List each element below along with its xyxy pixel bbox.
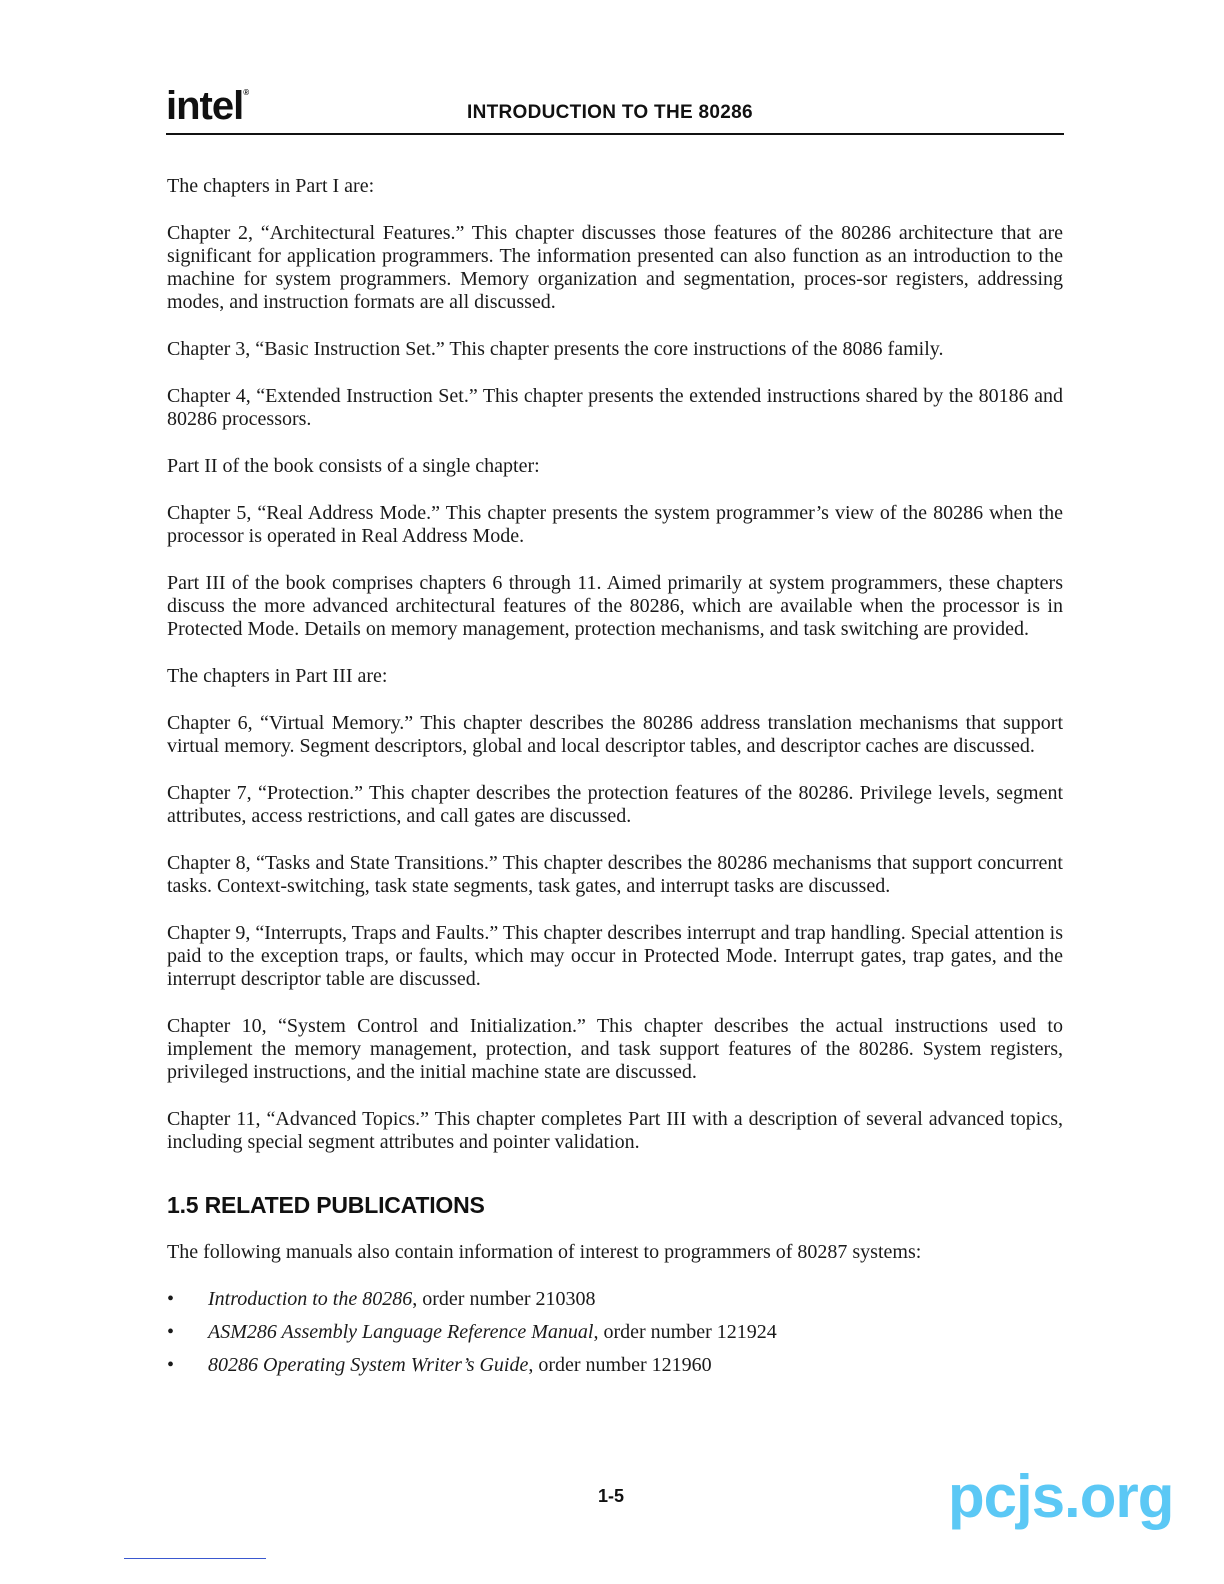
paragraph: Part II of the book consists of a single chapter: <box>167 455 540 477</box>
bullet-icon: • <box>167 1288 175 1310</box>
paragraph: Chapter 9, “Interrupts, Traps and Faults.” This chapter describes interrupt and trap handling. Special attention is paid to the exception traps, or faults, which may occur in Protected Mode. Interrupt gates, trap gates, and the interrupt descriptor table are discussed. <box>167 922 1063 990</box>
bottom-link-line <box>124 1558 266 1559</box>
section-heading: 1.5 RELATED PUBLICATIONS <box>167 1192 485 1218</box>
paragraph: Chapter 6, “Virtual Memory.” This chapter describes the 80286 address translation mechanisms that support virtual memory. Segment descriptors, global and local descriptor tables, and descriptor caches are discussed. <box>167 712 1063 757</box>
paragraph: Chapter 8, “Tasks and State Transitions.” This chapter describes the 80286 mechanisms that support concurrent tasks. Context-switching, task state segments, task gates, and interrupt tasks are discussed. <box>167 852 1063 897</box>
paragraph: Chapter 7, “Protection.” This chapter describes the protection features of the 80286. Privilege levels, segment attributes, access restrictions, and call gates are discussed. <box>167 782 1063 827</box>
publication-order: , order number 121960 <box>528 1354 712 1376</box>
intel-logo <box>166 84 248 129</box>
paragraph: The chapters in Part III are: <box>167 665 388 687</box>
header-title: INTRODUCTION TO THE 80286 <box>467 102 753 123</box>
paragraph: Chapter 5, “Real Address Mode.” This chapter presents the system programmer’s view of the 80286 when the processor is operated in Real Address Mode. <box>167 502 1063 547</box>
publication-list <box>167 1288 1063 1377</box>
paragraph: Chapter 11, “Advanced Topics.” This chapter completes Part III with a description of several advanced topics, including special segment attributes and pointer validation. <box>167 1108 1063 1153</box>
watermark: pcjs.org <box>948 1463 1174 1530</box>
section-intro: The following manuals also contain information of interest to programmers of 80287 systems: <box>167 1241 922 1263</box>
paragraph: The chapters in Part I are: <box>167 175 375 197</box>
paragraph: Part III of the book comprises chapters 6 through 11. Aimed primarily at system programmers, these chapters discuss the more advanced architectural features of the 80286, which are available when the processor is in Protected Mode. Details on memory management, protection mechanisms, and task switching are provided. <box>167 572 1063 640</box>
paragraph: Chapter 3, “Basic Instruction Set.” This chapter presents the core instructions of the 8086 family. <box>167 338 944 360</box>
publication-order: , order number 210308 <box>412 1288 596 1310</box>
page-content <box>167 175 1063 1387</box>
paragraph: Chapter 2, “Architectural Features.” This chapter discusses those features of the 80286 architecture that are significant for application programmers. The information presented can also function as an introduction to the machine for system programmers. Memory organization and segmentation, proces-sor registers, addressing modes, and instruction formats are all discussed. <box>167 222 1063 313</box>
page-number: 1-5 <box>598 1486 625 1506</box>
paragraph: Chapter 4, “Extended Instruction Set.” This chapter presents the extended instructions shared by the 80186 and 80286 processors. <box>167 385 1063 430</box>
intel-logo-text: intel <box>166 84 244 128</box>
bullet-icon: • <box>167 1321 175 1343</box>
publication-title: ASM286 Assembly Language Reference Manual <box>208 1321 594 1343</box>
publication-item <box>167 1288 1063 1311</box>
publication-order: , order number 121924 <box>593 1321 777 1343</box>
publication-item <box>167 1354 1063 1377</box>
paragraph: Chapter 10, “System Control and Initialization.” This chapter describes the actual instructions used to implement the memory management, protection, and task support features of the 80286. System registers, privileged instructions, and the initial machine state are discussed. <box>167 1015 1063 1083</box>
registered-mark: ® <box>243 88 249 97</box>
publication-title: Introduction to the 80286 <box>208 1288 413 1310</box>
bullet-icon: • <box>167 1354 175 1376</box>
publication-item <box>167 1321 1063 1344</box>
publication-title: 80286 Operating System Writer’s Guide <box>208 1354 529 1376</box>
header-rule <box>166 133 1064 135</box>
